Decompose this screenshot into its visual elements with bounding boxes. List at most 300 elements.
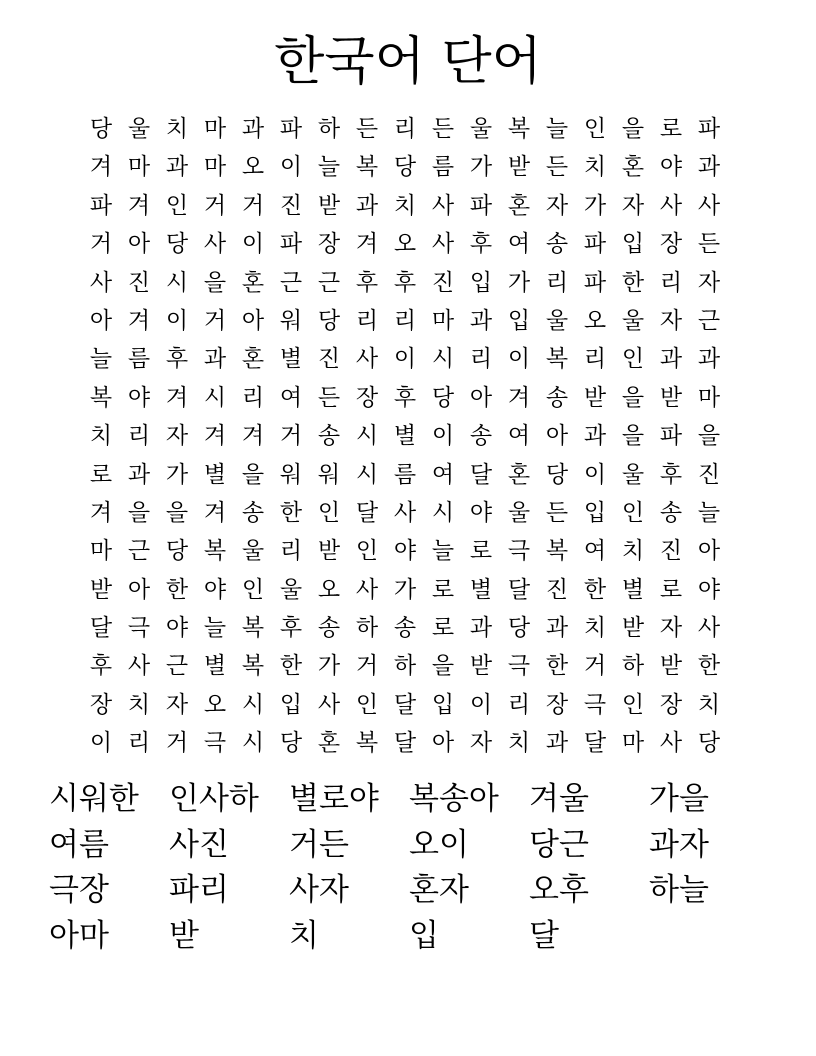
grid-letter: 인 (583, 116, 607, 142)
grid-letter: 한 (279, 499, 303, 526)
grid-letter: 받 (89, 576, 113, 603)
grid-letter: 아 (89, 307, 113, 334)
grid-letter: 파 (279, 231, 303, 258)
grid-letter: 겨 (89, 154, 113, 181)
grid-letter: 과 (165, 154, 189, 181)
grid-letter: 마 (89, 538, 113, 565)
grid-letter: 복 (355, 730, 379, 757)
grid-letter: 을 (241, 461, 265, 488)
grid-letter: 겨 (507, 384, 531, 411)
grid-letter: 인 (317, 499, 341, 526)
grid-letter: 로 (659, 116, 683, 142)
grid-letter: 울 (127, 116, 151, 142)
grid-letter: 진 (431, 269, 455, 296)
grid-letter: 별 (279, 346, 303, 373)
grid-letter: 아 (469, 384, 493, 411)
grid-letter: 시 (355, 461, 379, 488)
grid-letter: 사 (127, 653, 151, 680)
grid-letter: 송 (545, 231, 569, 258)
grid-letter: 야 (469, 499, 493, 526)
grid-letter: 가 (507, 269, 531, 296)
grid-letter: 진 (697, 461, 721, 488)
grid-letter: 사 (355, 576, 379, 603)
grid-letter: 늘 (317, 154, 341, 181)
grid-letter: 받 (659, 653, 683, 680)
grid-letter: 받 (469, 653, 493, 680)
grid-letter: 야 (165, 615, 189, 642)
grid-letter: 파 (583, 231, 607, 258)
grid-letter: 이 (583, 461, 607, 488)
word-list-item: 과자 (649, 826, 709, 863)
grid-letter: 늘 (89, 346, 113, 373)
word-list-item: 하늘 (649, 872, 709, 909)
grid-letter: 받 (507, 154, 531, 181)
word-list-item: 극장 (49, 872, 109, 909)
grid-letter: 입 (431, 691, 455, 718)
grid-letter: 치 (393, 192, 417, 219)
word-list-item: 치 (289, 918, 319, 955)
grid-letter: 당 (165, 231, 189, 258)
word-list-item: 아마 (49, 918, 109, 955)
grid-letter: 거 (241, 192, 265, 219)
grid-letter: 달 (89, 615, 113, 642)
word-list-item: 시워한 (49, 781, 139, 817)
grid-letter: 복 (545, 538, 569, 565)
grid-letter: 송 (393, 615, 417, 642)
grid-letter: 인 (241, 576, 265, 603)
grid-letter: 진 (659, 538, 683, 565)
grid-letter: 별 (203, 653, 227, 680)
grid-letter: 장 (659, 691, 683, 718)
grid-letter: 시 (431, 346, 455, 373)
grid-letter: 송 (317, 615, 341, 642)
grid-letter: 혼 (241, 269, 265, 296)
grid-letter: 거 (89, 231, 113, 258)
grid-letter: 겨 (127, 192, 151, 219)
grid-letter: 달 (393, 730, 417, 757)
grid-letter: 거 (203, 192, 227, 219)
grid-letter: 당 (279, 730, 303, 757)
grid-letter: 한 (279, 653, 303, 680)
grid-letter: 을 (127, 499, 151, 526)
grid-letter: 아 (431, 730, 455, 757)
grid-letter: 오 (317, 576, 341, 603)
grid-letter: 야 (127, 384, 151, 411)
grid-letter: 리 (241, 384, 265, 411)
word-list-item: 받 (169, 918, 199, 955)
grid-letter: 든 (545, 499, 569, 526)
grid-letter: 로 (431, 615, 455, 642)
grid-letter: 로 (659, 576, 683, 603)
grid-letter: 리 (545, 269, 569, 296)
grid-letter: 과 (355, 192, 379, 219)
grid-letter: 이 (279, 154, 303, 181)
grid-letter: 달 (393, 691, 417, 718)
grid-letter: 아 (127, 576, 151, 603)
grid-letter: 당 (89, 116, 113, 142)
grid-letter: 별 (469, 576, 493, 603)
grid-letter: 을 (431, 653, 455, 680)
grid-letter: 입 (279, 691, 303, 718)
grid-letter: 로 (431, 576, 455, 603)
grid-letter: 후 (355, 269, 379, 296)
grid-letter: 사 (431, 231, 455, 258)
grid-letter: 장 (89, 691, 113, 718)
grid-letter: 입 (507, 307, 531, 334)
grid-letter: 하 (355, 615, 379, 642)
grid-letter: 을 (165, 499, 189, 526)
grid-letter: 인 (165, 192, 189, 219)
grid-letter: 한 (165, 576, 189, 603)
grid-letter: 혼 (507, 192, 531, 219)
grid-letter: 울 (621, 461, 645, 488)
grid-letter: 한 (697, 653, 721, 680)
grid-letter: 든 (431, 116, 455, 142)
grid-letter: 시 (431, 499, 455, 526)
grid-letter: 이 (89, 730, 113, 757)
grid-letter: 입 (621, 231, 645, 258)
grid-letter: 리 (393, 116, 417, 142)
grid-letter: 치 (89, 423, 113, 450)
grid-letter: 거 (279, 423, 303, 450)
grid-letter: 이 (507, 346, 531, 373)
word-list-item: 사자 (289, 872, 349, 909)
grid-letter: 울 (507, 499, 531, 526)
grid-letter: 사 (89, 269, 113, 296)
grid-letter: 든 (545, 154, 569, 181)
word-list-item: 겨울 (529, 781, 589, 817)
grid-letter: 울 (621, 307, 645, 334)
grid-letter: 워 (279, 307, 303, 334)
grid-letter: 진 (127, 269, 151, 296)
word-list-item: 거든 (289, 826, 349, 863)
grid-letter: 과 (697, 346, 721, 373)
grid-letter: 극 (127, 615, 151, 642)
grid-letter: 파 (469, 192, 493, 219)
grid-letter: 여 (431, 461, 455, 488)
grid-letter: 리 (127, 423, 151, 450)
grid-letter: 후 (393, 269, 417, 296)
grid-letter: 파 (659, 423, 683, 450)
grid-letter: 시 (241, 730, 265, 757)
grid-letter: 송 (545, 384, 569, 411)
grid-letter: 후 (469, 231, 493, 258)
grid-letter: 과 (545, 615, 569, 642)
grid-letter: 복 (355, 154, 379, 181)
grid-letter: 아 (241, 307, 265, 334)
grid-letter: 장 (317, 231, 341, 258)
grid-letter: 마 (203, 116, 227, 142)
grid-letter: 당 (317, 307, 341, 334)
grid-letter: 을 (203, 269, 227, 296)
grid-letter: 극 (583, 691, 607, 718)
word-list-item: 오이 (409, 826, 469, 863)
word-list-item: 당근 (529, 826, 589, 863)
grid-letter: 극 (203, 730, 227, 757)
grid-letter: 당 (393, 154, 417, 181)
grid-letter: 시 (241, 691, 265, 718)
grid-letter: 별 (621, 576, 645, 603)
grid-letter: 마 (697, 384, 721, 411)
grid-letter: 리 (279, 538, 303, 565)
grid-letter: 진 (317, 346, 341, 373)
grid-letter: 혼 (317, 730, 341, 757)
grid-letter: 오 (241, 154, 265, 181)
grid-letter: 리 (393, 307, 417, 334)
grid-letter: 복 (507, 116, 531, 142)
grid-letter: 자 (165, 423, 189, 450)
grid-letter: 로 (89, 461, 113, 488)
word-list-item: 오후 (529, 872, 589, 909)
grid-letter: 후 (659, 461, 683, 488)
grid-letter: 치 (583, 154, 607, 181)
grid-letter: 여 (507, 423, 531, 450)
grid-letter: 거 (203, 307, 227, 334)
grid-letter: 별 (203, 461, 227, 488)
grid-letter: 당 (507, 615, 531, 642)
grid-letter: 사 (393, 499, 417, 526)
grid-letter: 후 (393, 384, 417, 411)
grid-letter: 당 (697, 730, 721, 757)
grid-letter: 한 (545, 653, 569, 680)
word-list-item: 여름 (49, 826, 109, 863)
word-list-item: 파리 (169, 872, 229, 909)
grid-letter: 아 (127, 231, 151, 258)
grid-letter: 근 (697, 307, 721, 334)
grid-letter: 겨 (165, 384, 189, 411)
grid-letter: 이 (241, 231, 265, 258)
grid-letter: 늘 (431, 538, 455, 565)
grid-letter: 야 (697, 576, 721, 603)
grid-letter: 후 (279, 615, 303, 642)
grid-letter: 시 (355, 423, 379, 450)
grid-letter: 치 (165, 116, 189, 142)
grid-letter: 름 (393, 461, 417, 488)
grid-letter: 받 (317, 192, 341, 219)
grid-letter: 파 (279, 116, 303, 142)
grid-letter: 장 (355, 384, 379, 411)
grid-letter: 을 (697, 423, 721, 450)
grid-letter: 야 (203, 576, 227, 603)
grid-letter: 하 (317, 116, 341, 142)
grid-letter: 리 (127, 730, 151, 757)
grid-letter: 달 (355, 499, 379, 526)
grid-letter: 과 (583, 423, 607, 450)
grid-letter: 하 (621, 653, 645, 680)
grid-letter: 워 (317, 461, 341, 488)
grid-letter: 혼 (621, 154, 645, 181)
grid-letter: 입 (583, 499, 607, 526)
grid-letter: 사 (659, 730, 683, 757)
grid-letter: 달 (507, 576, 531, 603)
grid-letter: 오 (393, 231, 417, 258)
grid-letter: 이 (469, 691, 493, 718)
grid-letter: 자 (165, 691, 189, 718)
grid-letter: 로 (469, 538, 493, 565)
grid-letter: 오 (203, 691, 227, 718)
grid-letter: 시 (165, 269, 189, 296)
grid-letter: 받 (621, 615, 645, 642)
grid-letter: 받 (317, 538, 341, 565)
grid-letter: 파 (583, 269, 607, 296)
word-list-item: 복송아 (409, 781, 499, 817)
grid-letter: 후 (89, 653, 113, 680)
grid-letter: 인 (621, 499, 645, 526)
grid-letter: 복 (241, 653, 265, 680)
grid-letter: 여 (583, 538, 607, 565)
grid-letter: 든 (317, 384, 341, 411)
grid-letter: 겨 (203, 499, 227, 526)
grid-letter: 가 (583, 192, 607, 219)
grid-letter: 복 (545, 346, 569, 373)
grid-letter: 인 (621, 346, 645, 373)
grid-letter: 자 (697, 269, 721, 296)
grid-letter: 마 (127, 154, 151, 181)
grid-letter: 한 (583, 576, 607, 603)
grid-letter: 파 (697, 116, 721, 142)
grid-letter: 이 (393, 346, 417, 373)
grid-letter: 늘 (203, 615, 227, 642)
grid-letter: 자 (659, 307, 683, 334)
grid-letter: 오 (583, 307, 607, 334)
grid-letter: 과 (545, 730, 569, 757)
grid-letter: 야 (393, 538, 417, 565)
grid-letter: 이 (165, 307, 189, 334)
word-list-item: 혼자 (409, 872, 469, 909)
grid-letter: 사 (659, 192, 683, 219)
grid-letter: 송 (241, 499, 265, 526)
grid-letter: 겨 (355, 231, 379, 258)
grid-letter: 늘 (697, 499, 721, 526)
grid-letter: 마 (431, 307, 455, 334)
grid-letter: 가 (393, 576, 417, 603)
grid-letter: 울 (241, 538, 265, 565)
grid-letter: 울 (545, 307, 569, 334)
grid-letter: 과 (203, 346, 227, 373)
grid-letter: 거 (355, 653, 379, 680)
grid-letter: 치 (583, 615, 607, 642)
grid-letter: 사 (431, 192, 455, 219)
grid-letter: 혼 (241, 346, 265, 373)
grid-letter: 별 (393, 423, 417, 450)
grid-letter: 여 (279, 384, 303, 411)
grid-letter: 치 (697, 691, 721, 718)
grid-letter: 자 (659, 615, 683, 642)
grid-letter: 사 (203, 231, 227, 258)
word-list-item: 입 (409, 918, 439, 955)
grid-letter: 장 (659, 231, 683, 258)
grid-letter: 이 (431, 423, 455, 450)
grid-letter: 치 (127, 691, 151, 718)
word-bank (49, 777, 769, 960)
grid-letter: 근 (279, 269, 303, 296)
grid-letter: 사 (697, 192, 721, 219)
grid-letter: 가 (317, 653, 341, 680)
grid-letter: 을 (621, 384, 645, 411)
grid-letter: 겨 (241, 423, 265, 450)
grid-letter: 을 (621, 116, 645, 142)
grid-letter: 아 (697, 538, 721, 565)
word-list-item: 별로야 (289, 781, 379, 817)
grid-letter: 가 (165, 461, 189, 488)
grid-letter: 극 (507, 538, 531, 565)
grid-letter: 울 (279, 576, 303, 603)
letter-grid (82, 110, 728, 763)
grid-letter: 자 (621, 192, 645, 219)
grid-letter: 든 (697, 231, 721, 258)
grid-letter: 사 (697, 615, 721, 642)
grid-letter: 한 (621, 269, 645, 296)
grid-letter: 인 (355, 538, 379, 565)
grid-letter: 송 (317, 423, 341, 450)
grid-letter: 근 (127, 538, 151, 565)
grid-letter: 겨 (203, 423, 227, 450)
grid-letter: 과 (659, 346, 683, 373)
word-list-item: 인사하 (169, 781, 259, 817)
grid-letter: 근 (317, 269, 341, 296)
grid-letter: 든 (355, 116, 379, 142)
grid-letter: 파 (89, 192, 113, 219)
grid-letter: 복 (241, 615, 265, 642)
grid-letter: 진 (279, 192, 303, 219)
grid-letter: 을 (621, 423, 645, 450)
grid-letter: 겨 (89, 499, 113, 526)
grid-letter: 송 (469, 423, 493, 450)
grid-letter: 당 (165, 538, 189, 565)
grid-letter: 사 (317, 691, 341, 718)
grid-letter: 시 (203, 384, 227, 411)
grid-letter: 복 (89, 384, 113, 411)
grid-letter: 자 (545, 192, 569, 219)
grid-letter: 거 (165, 730, 189, 757)
grid-letter: 리 (659, 269, 683, 296)
grid-letter: 워 (279, 461, 303, 488)
grid-letter: 름 (431, 154, 455, 181)
word-list-item: 가을 (649, 781, 709, 817)
grid-letter: 과 (469, 615, 493, 642)
grid-letter: 받 (583, 384, 607, 411)
grid-letter: 극 (507, 653, 531, 680)
page-title: 한국어 단어 (274, 32, 542, 92)
grid-letter: 인 (621, 691, 645, 718)
grid-letter: 복 (203, 538, 227, 565)
grid-letter: 입 (469, 269, 493, 296)
grid-letter: 당 (545, 461, 569, 488)
grid-letter: 가 (469, 154, 493, 181)
word-list-item: 달 (529, 918, 559, 955)
grid-letter: 리 (507, 691, 531, 718)
word-list-item: 사진 (169, 826, 229, 863)
grid-letter: 받 (659, 384, 683, 411)
grid-letter: 마 (621, 730, 645, 757)
grid-letter: 당 (431, 384, 455, 411)
grid-letter: 과 (469, 307, 493, 334)
grid-letter: 진 (545, 576, 569, 603)
grid-letter: 울 (469, 116, 493, 142)
grid-letter: 늘 (545, 116, 569, 142)
grid-letter: 근 (165, 653, 189, 680)
grid-letter: 겨 (127, 307, 151, 334)
grid-letter: 인 (355, 691, 379, 718)
grid-letter: 사 (355, 346, 379, 373)
grid-letter: 혼 (507, 461, 531, 488)
grid-letter: 달 (583, 730, 607, 757)
grid-letter: 과 (241, 116, 265, 142)
grid-letter: 야 (659, 154, 683, 181)
grid-letter: 름 (127, 346, 151, 373)
grid-letter: 후 (165, 346, 189, 373)
grid-letter: 리 (583, 346, 607, 373)
